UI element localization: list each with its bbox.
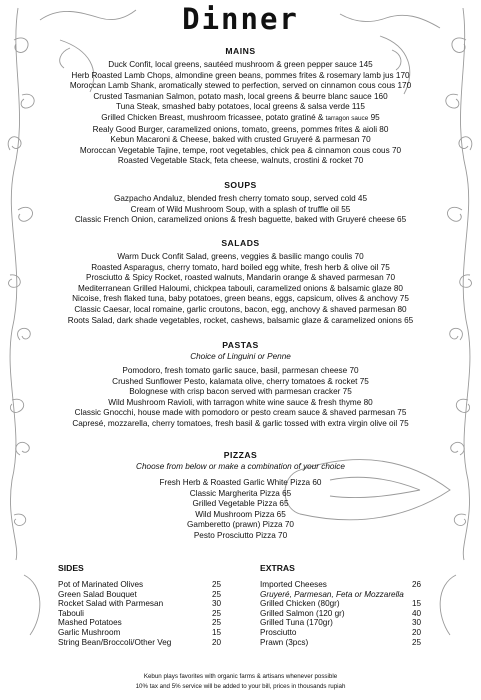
extra-item (260, 580, 450, 590)
menu-item: Classic French Onion, caramelized onions & fresh baguette, baked with Gruyeré cheese 65 (74, 215, 407, 225)
footer-note (0, 672, 481, 692)
side-item-name: Green Salad Bouquet (58, 589, 137, 599)
extra-item (260, 599, 450, 609)
menu-item: Fresh Herb & Roasted Garlic White Pizza 60 (159, 478, 322, 487)
mains-section (20, 46, 461, 167)
extras-heading: EXTRAS (260, 563, 295, 573)
side-item-price: 25 (212, 618, 222, 628)
side-item-price: 30 (212, 599, 222, 609)
mains-heading: MAINS (225, 46, 256, 56)
menu-item: Moroccan Vegetable Tajine, tempe, root vegetables, chick pea & cinnamon cous cous 70 (79, 145, 402, 155)
extra-item-name: Grilled Tuna (170gr) (260, 618, 333, 628)
menu-item: Wild Mushroom Ravioli, with tarragon white wine sauce & fresh thyme 80 (108, 397, 373, 407)
extra-item-note (260, 590, 450, 600)
menu-item: Herb Roasted Lamb Chops, almondine green beans, pommes frites & rosemary lamb jus 170 (71, 70, 410, 80)
menu-item: Tuna Steak, smashed baby potatoes, local greens & salsa verde 115 (116, 102, 365, 112)
extra-item-price: 40 (412, 608, 422, 618)
menu-item-small-text: tarragon sauce (325, 114, 369, 122)
menu-item: Wild Mushroom Pizza 65 (195, 509, 286, 519)
pizzas-subtitle: Choose from below or make a combination of your choice (136, 462, 345, 471)
extra-item-name: Prosciutto (260, 627, 297, 637)
soups-heading: SOUPS (224, 180, 257, 190)
menu-item: Kebun Macaroni & Cheese, baked with crusted Gruyeré & parmesan 70 (110, 135, 371, 145)
side-item-name: Tabouli (58, 608, 84, 618)
extras-column (260, 563, 450, 647)
side-item (58, 638, 248, 648)
extra-item (260, 618, 450, 628)
menu-item-text: Grilled Chicken Breast, mushroom fricassee, potato gratiné & (101, 112, 326, 122)
extra-item-price: 26 (412, 580, 422, 589)
footer-line-sourcing: Kebun plays favorites with organic farms & artisans whenever possible (143, 673, 338, 680)
menu-item: Crushed Sunflower Pesto, kalamata olive, cherry tomatoes & rocket 75 (112, 376, 369, 386)
side-item-name: Mashed Potatoes (58, 618, 122, 628)
side-item (58, 590, 248, 600)
menu-title: Dinner (182, 2, 299, 36)
side-item-price: 25 (212, 589, 222, 599)
extra-item-name: Grilled Chicken (80gr) (260, 599, 340, 609)
extra-item-name: Gruyeré, Parmesan, Feta or Mozzarella (260, 589, 404, 599)
side-item (58, 580, 248, 590)
menu-item: Pomodoro, fresh tomato garlic sauce, basil, parmesan cheese 70 (122, 366, 359, 375)
menu-item: Realy Good Burger, caramelized onions, tomato, greens, pommes frites & aioli 80 (92, 124, 389, 134)
side-item-price: 15 (212, 627, 222, 637)
sides-column (58, 563, 248, 647)
side-item (58, 599, 248, 609)
menu-item-price: 95 (368, 112, 380, 122)
side-item (58, 609, 248, 619)
side-item-name: Pot of Marinated Olives (58, 580, 144, 589)
menu-item: Cream of Wild Mushroom Soup, with a splash of truffle oil 55 (130, 204, 351, 214)
side-item-price: 20 (212, 637, 222, 647)
menu-item: Gazpacho Andaluz, blended fresh cherry tomato soup, served cold 45 (113, 194, 368, 203)
menu-item: Roots Salad, dark shade vegetables, rocket, cashews, balsamic glaze & caramelized onions 65 (67, 315, 414, 325)
menu-item: Gamberetto (prawn) Pizza 70 (187, 520, 294, 530)
pizzas-section (20, 450, 461, 542)
extra-item (260, 609, 450, 619)
menu-item: Capresé, mozzarella, cherry tomatoes, fresh basil & garlic tossed with extra virgin olive oil 75 (72, 418, 409, 428)
menu-item: Crusted Tasmanian Salmon, potato mash, local greens & beurre blanc sauce 160 (93, 91, 388, 101)
side-item-name: String Bean/Broccoli/Other Veg (58, 637, 172, 647)
menu-item: Duck Confit, local greens, sautéed mushroom & green pepper sauce 145 (108, 60, 373, 69)
pastas-subtitle: Choice of Linguini or Penne (190, 352, 291, 361)
extra-item (260, 628, 450, 638)
extra-item-price: 25 (412, 637, 422, 647)
menu-item: Roasted Vegetable Stack, feta cheese, walnuts, crostini & rocket 70 (117, 156, 364, 166)
sides-heading: SIDES (58, 563, 84, 573)
menu-item: Moroccan Lamb Shank, aromatically stewed to perfection, served on cinnamon cous cous 170 (69, 81, 412, 91)
side-item (58, 628, 248, 638)
extra-item-name: Imported Cheeses (260, 580, 327, 589)
side-item (58, 618, 248, 628)
menu-item: Pesto Prosciutto Pizza 70 (193, 530, 288, 540)
menu-item: Mediterranean Grilled Haloumi, chickpea tabouli, caramelized onions & balsamic glaze 80 (78, 283, 403, 293)
side-item-price: 25 (212, 608, 222, 618)
menu-item: Nicoise, fresh flaked tuna, baby potatoes, green beans, eggs, capsicum, olives & anchovy 75 (72, 294, 409, 304)
side-item-price: 25 (212, 580, 222, 589)
extra-item-name: Grilled Salmon (120 gr) (260, 608, 345, 618)
extra-item-price: 30 (412, 618, 422, 628)
menu-item: Classic Caesar, local romaine, garlic croutons, bacon, egg, anchovy & shaved parmesan 80 (74, 304, 407, 314)
salads-section (20, 238, 461, 326)
extra-item-price: 15 (412, 599, 422, 609)
salads-heading: SALADS (221, 238, 260, 248)
pastas-section (20, 340, 461, 430)
menu-item: Classic Margherita Pizza 65 (189, 488, 292, 498)
menu-item: Prosciutto & Spicy Rocket, roasted walnuts, Mandarin orange & shaved parmesan 70 (85, 273, 395, 283)
pastas-heading: PASTAS (222, 340, 259, 350)
extra-item-price: 20 (412, 627, 422, 637)
footer-line-tax: 10% tax and 5% service will be added to your bill, prices in thousands rupiah (135, 683, 346, 690)
menu-item: Classic Gnocchi, house made with pomodoro or pesto cream sauce & shaved parmesan 75 (74, 408, 407, 418)
extra-item-name: Prawn (3pcs) (260, 637, 309, 647)
menu-item: Warm Duck Confit Salad, greens, veggies & basilic mango coulis 70 (117, 252, 364, 261)
menu-item (20, 113, 461, 125)
menu-item: Roasted Asparagus, cherry tomato, hard boiled egg white, fresh herb & olive oil 75 (91, 262, 390, 272)
side-item-name: Garlic Mushroom (58, 627, 121, 637)
menu-item: Grilled Vegetable Pizza 65 (192, 499, 289, 509)
soups-section (20, 180, 461, 226)
side-item-name: Rocket Salad with Parmesan (58, 599, 164, 609)
menu-item: Bolognese with crisp bacon served with parmesan cracker 75 (129, 387, 352, 397)
pizzas-heading: PIZZAS (223, 450, 258, 460)
extra-item (260, 638, 450, 648)
